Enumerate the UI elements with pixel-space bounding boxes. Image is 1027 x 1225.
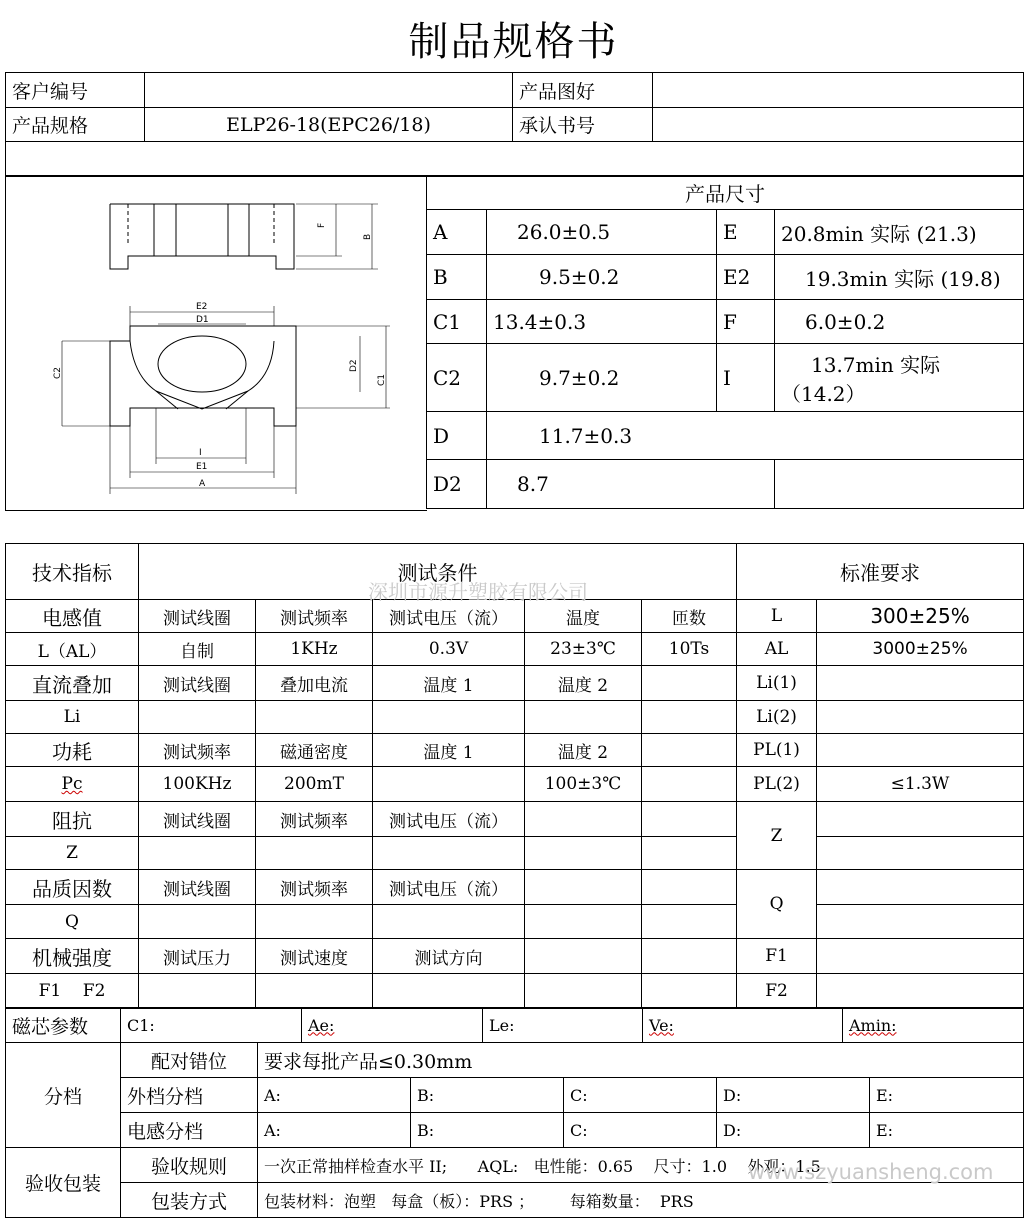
approval-value (653, 108, 1024, 142)
row-sub: Li (6, 701, 139, 734)
pack-value: 包装材料：泡塑 每盒（板）：PRS ； 每箱数量： PRS (258, 1183, 1024, 1218)
std-value: 3000±25% (817, 633, 1024, 666)
dim-value: 13.4±0.3 (487, 300, 717, 344)
std-value: 300±25% (817, 600, 1024, 633)
cond-header: 叠加电流 (256, 666, 373, 701)
grade-slot: A: (258, 1078, 411, 1113)
grade-slot: E: (870, 1113, 1024, 1148)
customer-no-label: 客户编号 (6, 73, 145, 108)
dim-value: 6.0±0.2 (775, 300, 1024, 344)
core-drawing (6, 176, 426, 509)
cond-header: 匝数 (642, 600, 737, 633)
grade-slot: D: (717, 1113, 870, 1148)
dim-label-c2: C2 (53, 366, 63, 379)
col-tech: 技术指标 (6, 544, 139, 600)
dim-key: A (427, 210, 487, 255)
dim-value: 8.7 (487, 460, 775, 509)
dim-label-e2: E2 (196, 302, 208, 312)
core-c1: C1: (121, 1008, 302, 1043)
acceptance-label: 验收包装 (6, 1148, 121, 1218)
grading-label: 分档 (6, 1043, 121, 1148)
core-ve-text: Ve: (649, 1015, 674, 1035)
std-value (817, 837, 1024, 870)
dim-value-blank (775, 460, 1024, 509)
cond-header: 温度 (525, 600, 642, 633)
std-key: Li(1) (737, 666, 817, 701)
cond-value: 100±3℃ (525, 767, 642, 802)
cond-value: 10Ts (642, 633, 737, 666)
cond-header: 测试电压（流） (373, 870, 525, 905)
dimensions-title: 产品尺寸 (427, 176, 1024, 210)
product-drawing-label: 产品图好 (513, 73, 653, 108)
dim-key: F (717, 300, 775, 344)
dim-key: E (717, 210, 775, 255)
product-drawing-value (653, 73, 1024, 108)
row-sub-text: Pc (61, 774, 83, 794)
cond-value: 100KHz (139, 767, 256, 802)
cond-value: 1KHz (256, 633, 373, 666)
cond-header: 温度 2 (525, 666, 642, 701)
dim-value: 19.3min 实际 (19.8) (775, 255, 1024, 300)
cond-value: 23±3℃ (525, 633, 642, 666)
grading-table (5, 1042, 1024, 1218)
watermark-site: www.szyuansheng.com (748, 1160, 994, 1184)
cond-header: 测试压力 (139, 939, 256, 974)
col-std: 标准要求 (737, 544, 1024, 600)
grade-slot: D: (717, 1078, 870, 1113)
std-key: F2 (737, 974, 817, 1009)
dim-label-d1: D1 (196, 315, 209, 325)
cond-header: 磁通密度 (256, 734, 373, 767)
std-value (817, 734, 1024, 767)
dim-label-d2: D2 (349, 359, 359, 372)
row-name: 直流叠加 (6, 666, 139, 701)
core-le: Le: (483, 1008, 643, 1043)
cond-header: 测试频率 (256, 802, 373, 837)
cond-header: 温度 1 (373, 666, 525, 701)
cond-header (642, 666, 737, 701)
rule-label: 验收规则 (121, 1148, 258, 1183)
dim-value: 11.7±0.3 (487, 412, 1024, 460)
std-value (817, 905, 1024, 939)
grade-slot: C: (564, 1113, 717, 1148)
grade-slot: C: (564, 1078, 717, 1113)
dim-value: 9.5±0.2 (487, 255, 717, 300)
row-sub (6, 767, 139, 802)
approval-label: 承认书号 (513, 108, 653, 142)
dim-value-line2: （14.2） (781, 381, 866, 406)
row-name: 机械强度 (6, 939, 139, 974)
customer-no-value (145, 73, 513, 108)
cond-header: 测试线圈 (139, 666, 256, 701)
row-name: 电感值 (6, 600, 139, 633)
std-key: PL(1) (737, 734, 817, 767)
dim-value: 9.7±0.2 (487, 344, 717, 412)
core-amin-text: Amin: (849, 1015, 897, 1035)
dim-key: I (717, 344, 775, 412)
cond-header: 温度 2 (525, 734, 642, 767)
core-amin (843, 1008, 1024, 1043)
cond-header: 测试频率 (139, 734, 256, 767)
cond-header: 温度 1 (373, 734, 525, 767)
cond-value (373, 767, 525, 802)
cond-header: 测试频率 (256, 870, 373, 905)
cond-header: 测试线圈 (139, 870, 256, 905)
core-params-table (5, 1007, 1024, 1043)
spec-label: 产品规格 (6, 108, 145, 142)
pair-label: 配对错位 (121, 1043, 258, 1078)
row-name: 功耗 (6, 734, 139, 767)
row-sub: L（AL） (6, 633, 139, 666)
std-value (817, 870, 1024, 905)
std-value (817, 802, 1024, 837)
dim-label-f: F (317, 222, 327, 228)
dim-value: 20.8min 实际 (21.3) (775, 210, 1024, 255)
row-name: 品质因数 (6, 870, 139, 905)
row-sub: Z (6, 837, 139, 870)
cond-value: 0.3V (373, 633, 525, 666)
dim-label-e1: E1 (196, 462, 208, 472)
dim-label-i: I (199, 448, 202, 458)
cond-header: 测试线圈 (139, 600, 256, 633)
dim-value (775, 344, 1024, 412)
blank-row (6, 142, 1024, 177)
dimensions-table (426, 175, 1024, 509)
std-key: F1 (737, 939, 817, 974)
cond-header: 测试方向 (373, 939, 525, 974)
dim-key: D (427, 412, 487, 460)
pack-label: 包装方式 (121, 1183, 258, 1218)
std-key: L (737, 600, 817, 633)
dim-label-a: A (199, 479, 206, 489)
dim-value-line1: 13.7min 实际 (811, 352, 941, 377)
spec-table (5, 543, 1024, 1009)
dim-key: B (427, 255, 487, 300)
cond-value: 自制 (139, 633, 256, 666)
grade-slot: B: (411, 1078, 564, 1113)
std-value (817, 666, 1024, 701)
dim-key: E2 (717, 255, 775, 300)
dim-key: D2 (427, 460, 487, 509)
dim-key: C1 (427, 300, 487, 344)
col-cond: 测试条件 (139, 544, 737, 600)
spec-value: ELP26-18(EPC26/18) (145, 108, 513, 142)
std-value (817, 939, 1024, 974)
rule-value: 一次正常抽样检查水平 II; AQL: 电性能：0.65 尺寸：1.0 外观：1.5 (258, 1148, 1024, 1183)
cond-header: 测试电压（流） (373, 802, 525, 837)
cond-header: 测试电压（流） (373, 600, 525, 633)
grade-slot: B: (411, 1113, 564, 1148)
std-key: PL(2) (737, 767, 817, 802)
std-key: Z (737, 802, 817, 870)
dim-label-c1: C1 (377, 373, 387, 386)
watermark-company: 深圳市源升塑胶有限公司 (368, 580, 588, 604)
std-value (817, 701, 1024, 734)
cond-header: 测试频率 (256, 600, 373, 633)
row-name: 阻抗 (6, 802, 139, 837)
cond-value: 200mT (256, 767, 373, 802)
dim-label-b: B (363, 233, 373, 240)
std-key: Q (737, 870, 817, 939)
std-value: ≤1.3W (817, 767, 1024, 802)
cond-header: 测试速度 (256, 939, 373, 974)
grade-slot: E: (870, 1078, 1024, 1113)
dim-key: C2 (427, 344, 487, 412)
core-ae-text: Ae: (308, 1015, 335, 1035)
std-key: AL (737, 633, 817, 666)
row-sub: Q (6, 905, 139, 939)
document-title: 制品规格书 (408, 19, 619, 65)
dim-value: 26.0±0.5 (487, 210, 717, 255)
std-value (817, 974, 1024, 1009)
grade-slot: A: (258, 1113, 411, 1148)
header-table (5, 72, 1024, 177)
ind-label: 电感分档 (121, 1113, 258, 1148)
std-key: Li(2) (737, 701, 817, 734)
core-ae (302, 1008, 483, 1043)
pair-value: 要求每批产品≤0.30mm (258, 1043, 1024, 1078)
row-sub: F1 F2 (6, 974, 139, 1009)
core-ve (643, 1008, 843, 1043)
core-params-label: 磁芯参数 (6, 1008, 121, 1043)
outer-label: 外档分档 (121, 1078, 258, 1113)
cond-header: 测试线圈 (139, 802, 256, 837)
